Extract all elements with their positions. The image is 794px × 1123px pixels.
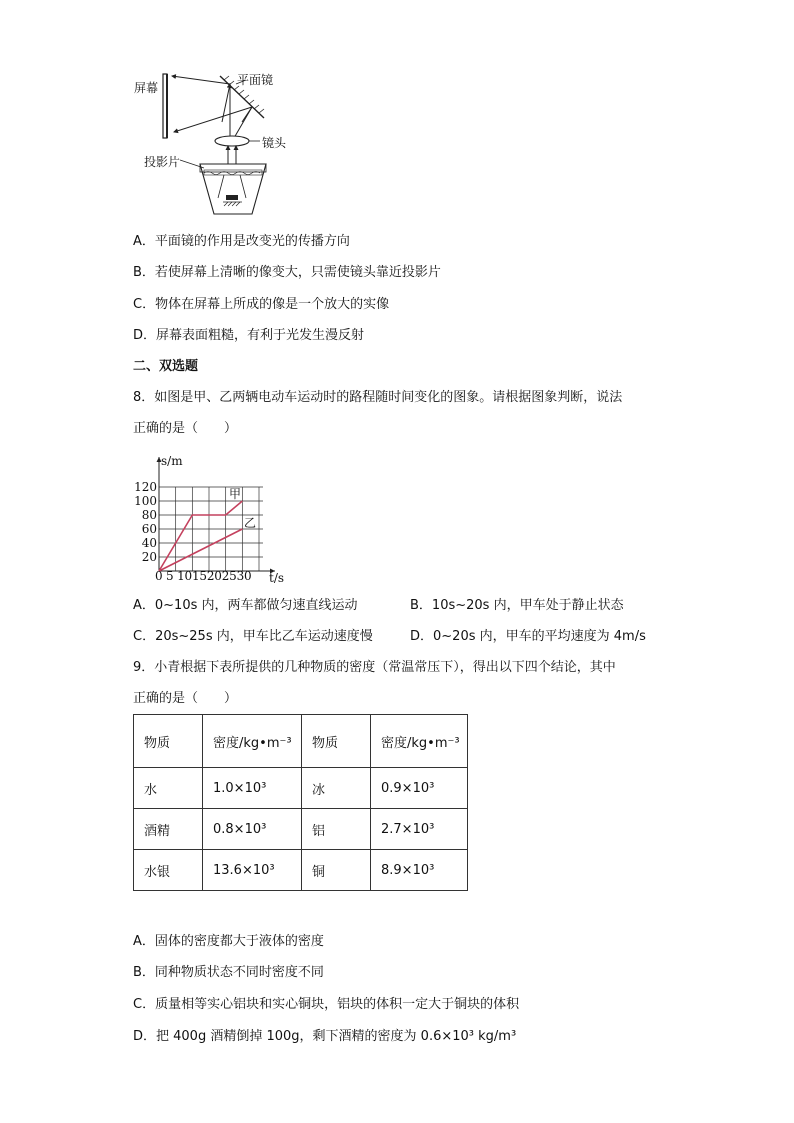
table-row xyxy=(134,809,468,850)
table-cell: 酒精 xyxy=(134,809,203,850)
table-header-cell: 物质 xyxy=(302,715,371,768)
table-cell: 水银 xyxy=(134,850,203,891)
q8-option-d: D．0~20s 内，甲车的平均速度为 4m/s xyxy=(410,629,646,644)
table-cell: 13.6×10³ xyxy=(203,850,302,891)
q7-option-d: D．屏幕表面粗糙，有利于光发生漫反射 xyxy=(133,328,365,343)
q8-option-c: C．20s~25s 内，甲车比乙车运动速度慢 xyxy=(133,629,373,644)
y-tick-label: 120 xyxy=(134,480,157,494)
chart-xlabel: t/s xyxy=(269,571,285,585)
y-tick-label: 40 xyxy=(141,536,157,550)
q9-option-b: B．同种物质状态不同时密度不同 xyxy=(133,965,324,980)
q9-option-d: D．把 400g 酒精倒掉 100g，剩下酒精的密度为 0.6×10³ kg/m³ xyxy=(133,1029,517,1044)
label-lens: 镜头 xyxy=(262,136,287,150)
section-title: 二、双选题 xyxy=(133,359,199,374)
chart-svg xyxy=(128,451,298,587)
y-tick-label: 20 xyxy=(141,550,157,564)
table-cell: 铜 xyxy=(302,850,371,891)
q9-option-c: C．质量相等实心铝块和实心铜块，铝块的体积一定大于铜块的体积 xyxy=(133,997,520,1012)
y-tick-label: 60 xyxy=(141,522,157,536)
q7-option-c: C．物体在屏幕上所成的像是一个放大的实像 xyxy=(133,297,390,312)
q9-stem-line1: 9．小青根据下表所提供的几种物质的密度（常温常压下），得出以下四个结论，其中 xyxy=(133,660,616,675)
chart-x-tick-labels: 0 5 1015202530 xyxy=(155,569,252,583)
distance-time-chart xyxy=(128,451,298,587)
table-cell: 0.8×10³ xyxy=(203,809,302,850)
y-tick-label: 100 xyxy=(134,494,157,508)
table-cell: 冰 xyxy=(302,768,371,809)
q9-option-a: A．固体的密度都大于液体的密度 xyxy=(133,934,324,949)
y-tick-label: 80 xyxy=(141,508,157,522)
table-row xyxy=(134,768,468,809)
density-table xyxy=(133,714,468,891)
q7-option-b: B．若使屏幕上清晰的像变大，只需使镜头靠近投影片 xyxy=(133,265,441,280)
table-cell: 水 xyxy=(134,768,203,809)
projector-figure xyxy=(134,62,304,222)
table-header-cell: 密度/kg•m⁻³ xyxy=(203,715,302,768)
label-screen: 屏幕 xyxy=(134,81,159,95)
table-cell: 1.0×10³ xyxy=(203,768,302,809)
table-cell: 0.9×10³ xyxy=(371,768,468,809)
q8-option-b: B．10s~20s 内，甲车处于静止状态 xyxy=(410,598,624,613)
table-header-cell: 物质 xyxy=(134,715,203,768)
series-label-jia: 甲 xyxy=(229,487,242,501)
table-cell: 2.7×10³ xyxy=(371,809,468,850)
series-label-yi: 乙 xyxy=(244,516,257,530)
table-cell: 铝 xyxy=(302,809,371,850)
table-header-row xyxy=(134,715,468,768)
table-row xyxy=(134,850,468,891)
table-header-cell: 密度/kg•m⁻³ xyxy=(371,715,468,768)
q7-option-a: A．平面镜的作用是改变光的传播方向 xyxy=(133,234,350,249)
chart-ylabel: s/m xyxy=(161,454,183,468)
q9-stem-line2: 正确的是（ ） xyxy=(133,691,238,706)
label-slide: 投影片 xyxy=(144,155,181,169)
lens-shape xyxy=(215,136,249,146)
label-mirror: 平面镜 xyxy=(237,73,274,87)
q8-stem-line1: 8．如图是甲、乙两辆电动车运动时的路程随时间变化的图象。请根据图象判断，说法 xyxy=(133,390,623,405)
q8-option-a: A．0~10s 内，两车都做匀速直线运动 xyxy=(133,598,358,613)
q8-stem-line2: 正确的是（ ） xyxy=(133,421,238,436)
table-cell: 8.9×10³ xyxy=(371,850,468,891)
